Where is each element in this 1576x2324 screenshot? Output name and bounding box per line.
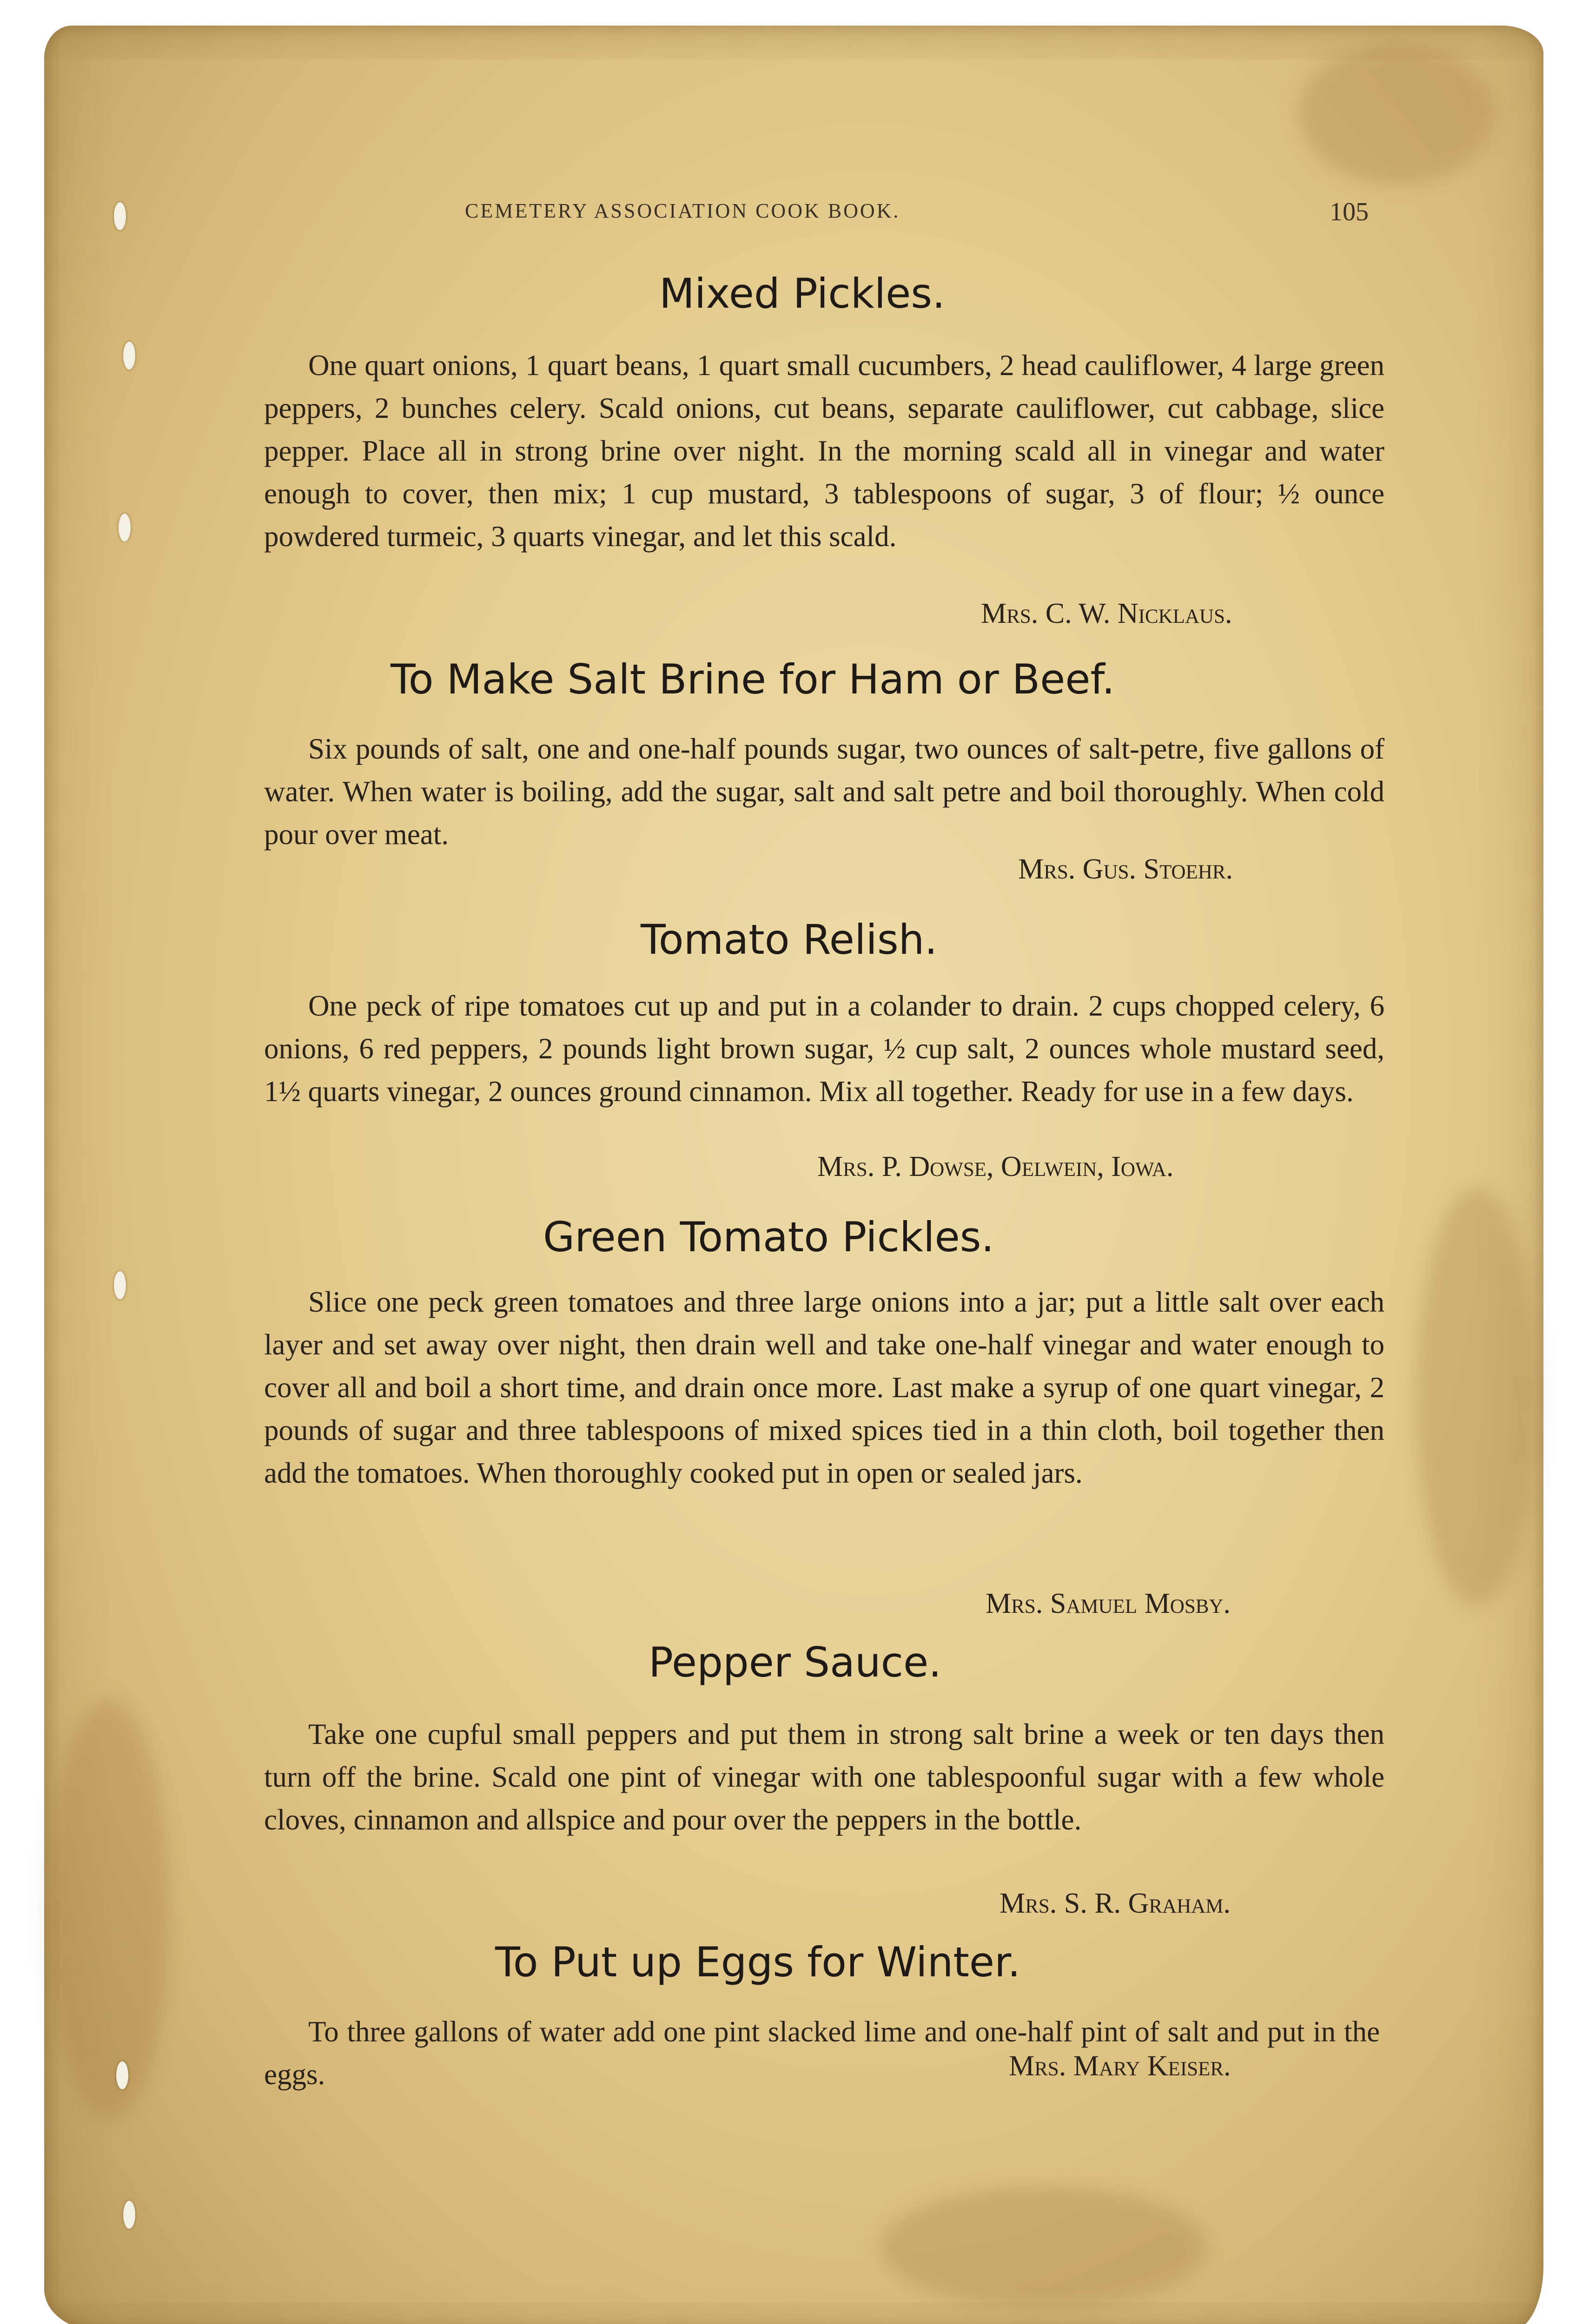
water-stain — [1299, 44, 1495, 184]
binding-hole — [114, 202, 126, 230]
recipe-title-salt-brine: To Make Salt Brine for Ham or Beef. — [391, 655, 1115, 703]
recipe-title-mixed-pickles: Mixed Pickles. — [659, 270, 946, 317]
recipe-title-pepper-sauce: Pepper Sauce. — [649, 1638, 942, 1686]
water-stain — [1416, 1188, 1536, 1606]
recipe-author: Mrs. Mary Keiser. — [1009, 2050, 1231, 2082]
recipe-text-pepper-sauce: Take one cupful small peppers and put them in strong salt brine a week or ten days then turn off the brine. Scald one pint of vinegar with one tablespoonful sugar with a few whole cloves, cinnamon and allspice and pour over the peppers in the bottle. — [264, 1718, 1384, 1836]
recipe-title-green-tomato-pickles: Green Tomato Pickles. — [543, 1213, 994, 1261]
page-number: 105 — [1330, 198, 1369, 226]
recipe-author: Mrs. C. W. Nicklaus. — [981, 598, 1232, 629]
binding-hole — [116, 2061, 128, 2089]
running-header: CEMETERY ASSOCIATION COOK BOOK. — [465, 199, 901, 222]
binding-hole — [114, 1271, 126, 1299]
recipe-text-tomato-relish: One peck of ripe tomatoes cut up and put in a colander to drain. 2 cups chopped celery, 6 onions, 6 red peppers, 2 pounds light brown sugar, ½ cup salt, 2 ounces whole mustard seed, 1½ quarts vinegar, 2 ounces ground cinnamon. Mix all together. Ready for use in a few days. — [264, 990, 1384, 1108]
binding-hole — [119, 514, 131, 541]
recipe-text-salt-brine: Six pounds of salt, one and one-half pounds sugar, two ounces of salt-petre, five gallons of water. When water is boiling, add the sugar, salt and salt petre and boil thoroughly. When cold pour over meat. — [264, 733, 1384, 851]
binding-hole — [123, 2201, 135, 2229]
recipe-text-mixed-pickles: One quart onions, 1 quart beans, 1 quart small cucumbers, 2 head cauliflower, 4 large green peppers, 2 bunches celery. Scald onions, cut beans, separate cauliflower, cut cabbage, slice pepper. Place all in strong brine over night. In the morning scald all in vinegar and water enough to cover, then mix; 1 cup mustard, 3 tablespoons of sugar, 3 of flour; ½ ounce powdered turmeic, 3 quarts vinegar, and let this scald. — [264, 349, 1384, 553]
recipe-text-green-tomato-pickles: Slice one peck green tomatoes and three large onions into a jar; put a little salt over each layer and set away over night, then drain well and take one-half vinegar and water enough to cover all and boil a short time, and drain once more. Last make a syrup of one quart vinegar, 2 pounds of sugar and three tablespoons of mixed spices tied in a thin cloth, boil together then add the tomatoes. When thoroughly cooked put in open or sealed jars. — [264, 1286, 1384, 1489]
recipe-title-tomato-relish: Tomato Relish. — [641, 916, 938, 964]
recipe-text-eggs-for-winter: To three gallons of water add one pint slacked lime and one-half pint of salt and put in the eggs. — [264, 2015, 1380, 2091]
water-stain — [881, 2187, 1206, 2308]
recipe-title-eggs-for-winter: To Put up Eggs for Winter. — [495, 1938, 1021, 1986]
recipe-author: Mrs. Samuel Mosby. — [986, 1588, 1231, 1619]
recipe-author: Mrs. P. Dowse, Oelwein, Iowa. — [817, 1151, 1174, 1182]
recipe-author: Mrs. Gus. Stoehr. — [1018, 853, 1233, 885]
water-stain — [49, 1699, 170, 2117]
binding-hole — [123, 342, 135, 370]
recipe-author: Mrs. S. R. Graham. — [1000, 1888, 1231, 1919]
